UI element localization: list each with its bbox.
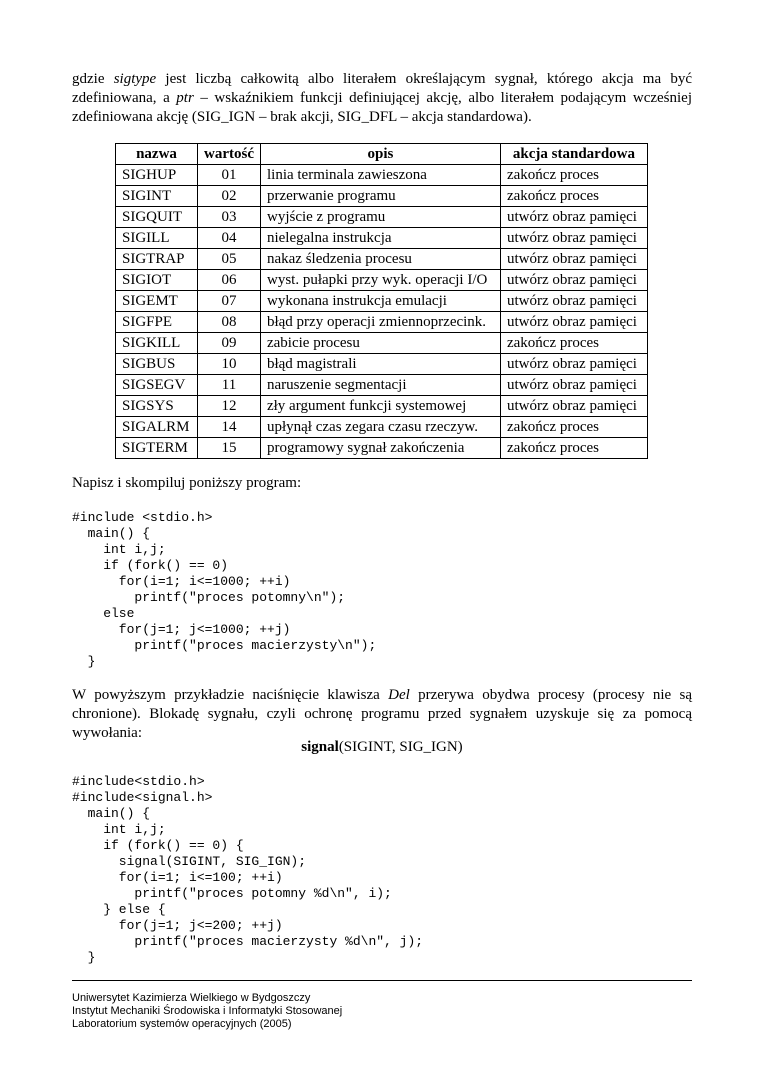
table-header-cell: opis <box>260 144 500 165</box>
table-body <box>116 165 648 459</box>
table-cell: SIGQUIT <box>116 207 198 228</box>
table-cell: utwórz obraz pamięci <box>500 270 647 291</box>
intro-text-2: jest liczbą całkowitą albo literałem określającym sygnał, którego akcja ma być zdefiniowana, a <box>72 71 692 106</box>
table-cell: 14 <box>198 417 261 438</box>
table-cell: SIGINT <box>116 186 198 207</box>
table-header-row <box>116 144 648 165</box>
signal-call-function: signal <box>301 739 339 755</box>
table-cell: 05 <box>198 249 261 270</box>
signal-table <box>115 143 648 459</box>
table-cell: 03 <box>198 207 261 228</box>
table-header-cell: nazwa <box>116 144 198 165</box>
table-cell: 11 <box>198 375 261 396</box>
table-cell: 07 <box>198 291 261 312</box>
footer <box>72 992 342 1031</box>
table-cell: wykonana instrukcja emulacji <box>260 291 500 312</box>
table-row <box>116 312 648 333</box>
table-cell: SIGKILL <box>116 333 198 354</box>
footer-line-institute: Instytut Mechaniki Środowiska i Informatyki Stosowanej <box>72 1005 343 1017</box>
table-cell: 12 <box>198 396 261 417</box>
table-cell: przerwanie programu <box>260 186 500 207</box>
table-row <box>116 438 648 459</box>
footer-divider <box>72 980 692 981</box>
explanation-text-1: W powyższym przykładzie naciśnięcie klawisza <box>72 687 389 703</box>
table-cell: utwórz obraz pamięci <box>500 291 647 312</box>
table-cell: 10 <box>198 354 261 375</box>
table-cell: błąd przy operacji zmiennoprzecink. <box>260 312 500 333</box>
table-cell: zakończ proces <box>500 186 647 207</box>
table-cell: 01 <box>198 165 261 186</box>
table-row <box>116 375 648 396</box>
table-cell: nielegalna instrukcja <box>260 228 500 249</box>
table-cell: nakaz śledzenia procesu <box>260 249 500 270</box>
table-row <box>116 270 648 291</box>
table-row <box>116 396 648 417</box>
table-cell: SIGBUS <box>116 354 198 375</box>
table-cell: zabicie procesu <box>260 333 500 354</box>
table-cell: SIGEMT <box>116 291 198 312</box>
table-cell: utwórz obraz pamięci <box>500 375 647 396</box>
code-listing-1: #include <stdio.h> main() { int i,j; if (fork() == 0) for(i=1; i<=1000; ++i) printf("proces potomny\n"); else for(j=1; j<=1000; ++j) printf("proces macierzysty\n"); } <box>72 510 377 669</box>
table-cell: 02 <box>198 186 261 207</box>
code-listing-2: #include<stdio.h> #include<signal.h> main() { int i,j; if (fork() == 0) { signal(SIGINT, SIG_IGN); for(i=1; i<=100; ++i) printf("proces potomny %d\n", i); } else { for(j=1; j<=200; ++j) printf("proces macierzysty %d\n", j); } <box>72 774 424 965</box>
explanation-text-2: przerywa obydwa procesy (procesy nie są chronione). Blokadę sygnału, czyli ochronę programu przed sygnałem uzyskuje się za pomocą wywołania: <box>72 687 693 741</box>
intro-text-3: – wskaźnikiem funkcji definiującej akcję, albo literałem podającym wcześniej zdefiniowana akcję (SIG_IGN – brak akcji, SIG_DFL – akcja standardowa). <box>72 90 692 125</box>
table-cell: SIGTRAP <box>116 249 198 270</box>
table-header-cell: wartość <box>198 144 261 165</box>
signal-call <box>72 738 692 757</box>
table-cell: SIGIOT <box>116 270 198 291</box>
ptr-term: ptr <box>176 90 194 106</box>
table-cell: utwórz obraz pamięci <box>500 354 647 375</box>
footer-line-university: Uniwersytet Kazimierza Wielkiego w Bydgoszczy <box>72 992 311 1004</box>
table-row <box>116 417 648 438</box>
table-cell: 09 <box>198 333 261 354</box>
table-cell: zakończ proces <box>500 165 647 186</box>
table-cell: utwórz obraz pamięci <box>500 396 647 417</box>
del-key-term: Del <box>388 687 410 703</box>
table-row <box>116 186 648 207</box>
table-cell: utwórz obraz pamięci <box>500 228 647 249</box>
compile-instruction: Napisz i skompiluj poniższy program: <box>72 475 302 491</box>
table-cell: 15 <box>198 438 261 459</box>
table-row <box>116 249 648 270</box>
table-cell: SIGALRM <box>116 417 198 438</box>
table-cell: upłynął czas zegara czasu rzeczyw. <box>260 417 500 438</box>
table-cell: wyjście z programu <box>260 207 500 228</box>
table-row <box>116 291 648 312</box>
table-cell: zakończ proces <box>500 333 647 354</box>
table-row <box>116 333 648 354</box>
table-cell: SIGTERM <box>116 438 198 459</box>
table-cell: wyst. pułapki przy wyk. operacji I/O <box>260 270 500 291</box>
signal-call-args: (SIGINT, SIG_IGN) <box>338 739 463 755</box>
footer-line-course: Laboratorium systemów operacyjnych (2005) <box>72 1018 292 1030</box>
table-cell: programowy sygnał zakończenia <box>260 438 500 459</box>
table-cell: utwórz obraz pamięci <box>500 207 647 228</box>
table-cell: naruszenie segmentacji <box>260 375 500 396</box>
table-cell: zakończ proces <box>500 438 647 459</box>
table-cell: utwórz obraz pamięci <box>500 249 647 270</box>
intro-text-1: gdzie <box>72 71 114 87</box>
intro-paragraph <box>72 70 692 127</box>
table-cell: zakończ proces <box>500 417 647 438</box>
table-row <box>116 207 648 228</box>
explanation-paragraph <box>72 686 692 743</box>
table-cell: SIGFPE <box>116 312 198 333</box>
table-cell: 08 <box>198 312 261 333</box>
table-cell: 06 <box>198 270 261 291</box>
table-cell: SIGSYS <box>116 396 198 417</box>
table-row <box>116 165 648 186</box>
table-cell: linia terminala zawieszona <box>260 165 500 186</box>
table-cell: SIGHUP <box>116 165 198 186</box>
table-row <box>116 354 648 375</box>
table-cell: zły argument funkcji systemowej <box>260 396 500 417</box>
table-cell: SIGSEGV <box>116 375 198 396</box>
table-cell: 04 <box>198 228 261 249</box>
table-row <box>116 228 648 249</box>
table-cell: błąd magistrali <box>260 354 500 375</box>
table-cell: utwórz obraz pamięci <box>500 312 647 333</box>
sigtype-term: sigtype <box>113 71 157 87</box>
table-header-cell: akcja standardowa <box>500 144 647 165</box>
table-cell: SIGILL <box>116 228 198 249</box>
